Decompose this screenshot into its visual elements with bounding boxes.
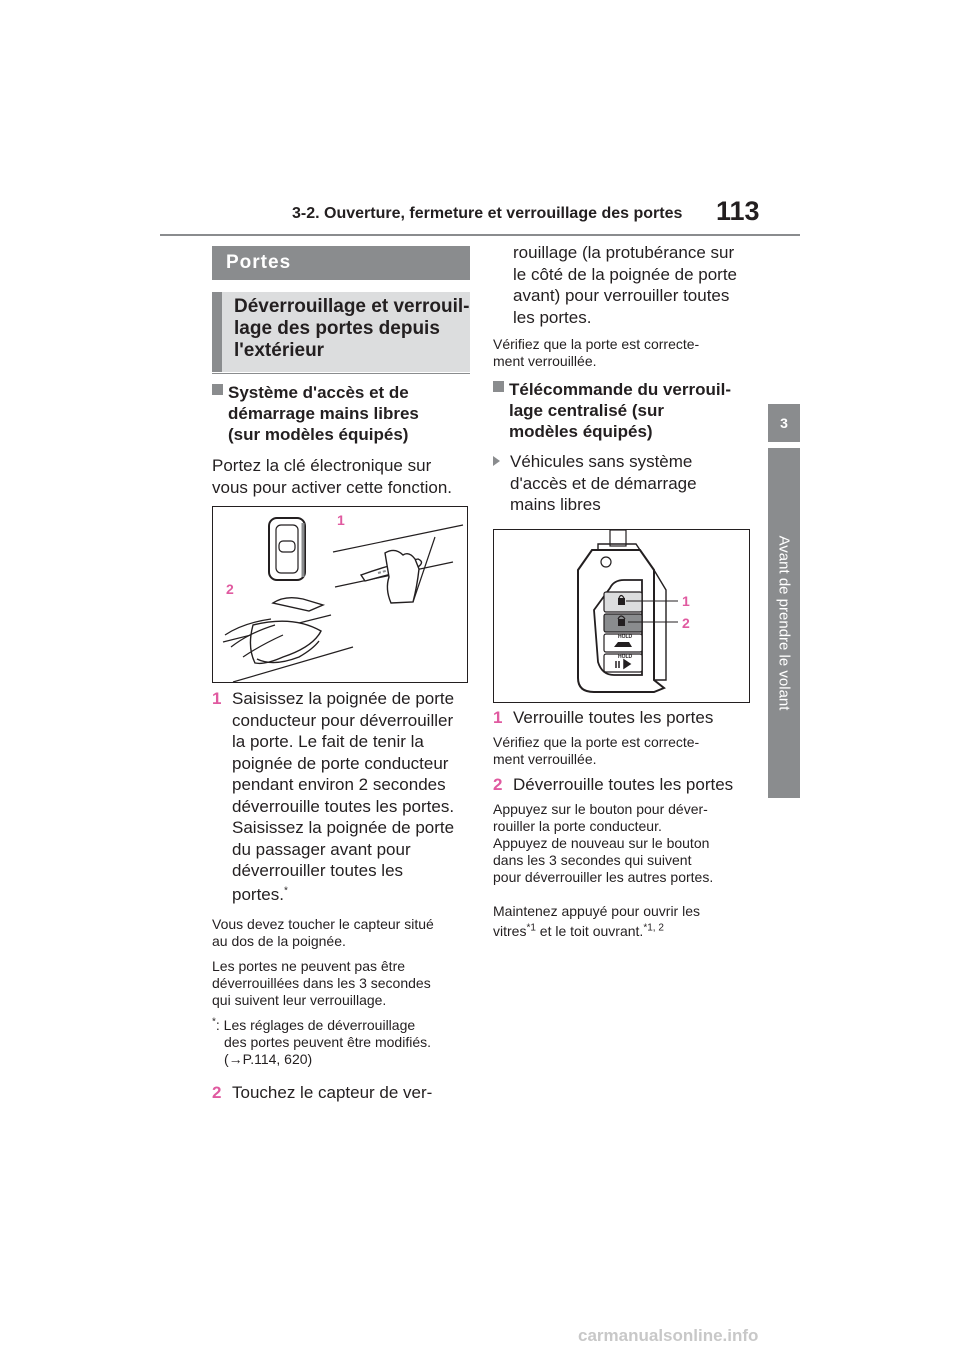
footnote-link[interactable]: (→P.114, 620) — [224, 1051, 313, 1067]
step-line: conducteur pour déverrouiller — [232, 710, 454, 730]
hold-label: HOLD — [618, 654, 633, 660]
note-line: pour déverrouiller les autres portes. — [493, 869, 714, 885]
note-windows — [493, 901, 758, 941]
key-fob-drawing — [494, 530, 749, 702]
note-line: Vous devez toucher le capteur situé — [212, 916, 434, 932]
step-2-text: Touchez le capteur de ver- — [232, 1083, 433, 1102]
hand-handle-drawing — [213, 507, 467, 682]
note-unlock — [493, 801, 758, 886]
remote-step-2-number: 2 — [493, 775, 503, 794]
watermark: carmanualsonline.info — [578, 1326, 759, 1345]
note-line: ment verrouillée. — [493, 353, 597, 369]
note-line: Les portes ne peuvent pas être — [212, 958, 406, 974]
chapter-tab-title: Avant de prendre le volant — [775, 535, 793, 711]
note-line: Vérifiez que la porte est correcte- — [493, 336, 700, 352]
subsection-line: lage des portes depuis — [234, 318, 440, 339]
step-line: pendant environ 2 secondes — [232, 775, 446, 794]
step-line: le côté de la poignée de porte — [513, 264, 738, 284]
note-line: déverrouillées dans les 3 secondes — [212, 975, 431, 991]
subsection-line: l'extérieur — [234, 340, 325, 361]
note-sensor — [212, 916, 472, 950]
door-handle-illustration — [212, 506, 468, 683]
item-line: d'accès et de démarrage — [510, 473, 697, 493]
note-text: vitres — [493, 923, 527, 939]
step-line: portes. — [232, 884, 284, 904]
step-line: rouillage (la protubérance sur — [513, 243, 735, 262]
step-line: la porte. Le fait de tenir la — [232, 732, 424, 751]
page-number: 113 — [716, 196, 760, 226]
hold-label: HOLD — [618, 634, 633, 640]
subsection-title — [212, 292, 470, 372]
heading-line: modèles équipés) — [509, 422, 653, 441]
intro-paragraph — [212, 455, 472, 498]
note-line: Maintenez appuyé pour ouvrir les — [493, 903, 701, 919]
square-bullet-icon — [212, 384, 223, 395]
remote-step-1-text: Verrouille toutes les portes — [513, 708, 714, 727]
chapter-tab-number: 3 — [768, 404, 800, 442]
note-line: au dos de la poignée. — [212, 933, 346, 949]
heading-line: (sur modèles équipés) — [228, 425, 409, 444]
callout-1: 1 — [682, 593, 690, 609]
footnote-mark: * — [283, 884, 288, 896]
section-bar: Portes — [212, 246, 470, 280]
step-line: avant) pour verrouiller toutes — [513, 286, 730, 305]
note-locked — [493, 336, 753, 370]
heading-line: Système d'accès et de — [228, 383, 409, 402]
item-line: mains libres — [510, 495, 601, 514]
section-title: 3-2. Ouverture, fermeture et verrouillage des portes — [292, 205, 683, 222]
remote-step-2-text: Déverrouille toutes les portes — [513, 775, 734, 794]
intro-line: Portez la clé électronique sur — [212, 456, 432, 475]
note-line: Vérifiez que la porte est correcte- — [493, 734, 700, 750]
step-line: du passager avant pour — [232, 839, 411, 859]
square-bullet-icon — [493, 381, 504, 392]
step-2-continued — [513, 242, 763, 328]
footnote-mark: * — [212, 1016, 216, 1028]
step-1-text — [232, 688, 472, 905]
heading-line: démarrage mains libres — [228, 404, 419, 423]
remote-key-illustration — [493, 529, 750, 703]
step-line: déverrouiller toutes les — [232, 861, 404, 880]
intro-line: vous pour activer cette fonction. — [212, 477, 453, 497]
step-2-number: 2 — [212, 1083, 222, 1102]
step-line: poignée de porte conducteur — [232, 753, 449, 773]
smart-entry-heading — [212, 382, 472, 445]
note-3-seconds — [212, 958, 472, 1009]
note-locked-2 — [493, 734, 753, 768]
triangle-bullet-icon — [493, 456, 500, 466]
footnote-line: : Les réglages de déverrouillage — [215, 1017, 416, 1033]
vehicles-item — [493, 451, 753, 516]
remote-step-1-number: 1 — [493, 708, 503, 727]
note-line: Appuyez de nouveau sur le bouton — [493, 835, 710, 851]
remote-heading — [493, 379, 758, 442]
footnote-mark: *1 — [526, 922, 536, 934]
note-text: et le toit ouvrant. — [535, 923, 644, 939]
footnote-mark: *1, 2 — [643, 922, 664, 934]
step-line: les portes. — [513, 307, 592, 327]
note-line: ment verrouillée. — [493, 751, 597, 767]
footnote-line: des portes peuvent être modifiés. — [224, 1034, 432, 1050]
header-divider — [160, 234, 800, 236]
subsection-underline — [212, 373, 470, 374]
note-line: qui suivent leur verrouillage. — [212, 992, 387, 1008]
item-line: Véhicules sans système — [510, 452, 693, 471]
note-line: Appuyez sur le bouton pour déver- — [493, 801, 708, 817]
step-line: Saisissez la poignée de porte — [232, 689, 455, 708]
note-line: dans les 3 secondes qui suivent — [493, 852, 692, 868]
heading-line: lage centralisé (sur — [509, 401, 664, 420]
callout-2: 2 — [226, 581, 234, 597]
callout-1: 1 — [337, 512, 345, 528]
heading-line: Télécommande du verrouil- — [509, 380, 731, 399]
step-line: déverrouille toutes les portes. — [232, 796, 455, 816]
subsection-line: Déverrouillage et verrouil- — [234, 296, 470, 317]
step-1-number: 1 — [212, 689, 222, 708]
footnote — [212, 1017, 472, 1068]
note-line: rouiller la porte conducteur. — [493, 818, 662, 834]
step-line: Saisissez la poignée de porte — [232, 818, 455, 837]
callout-2: 2 — [682, 615, 690, 631]
